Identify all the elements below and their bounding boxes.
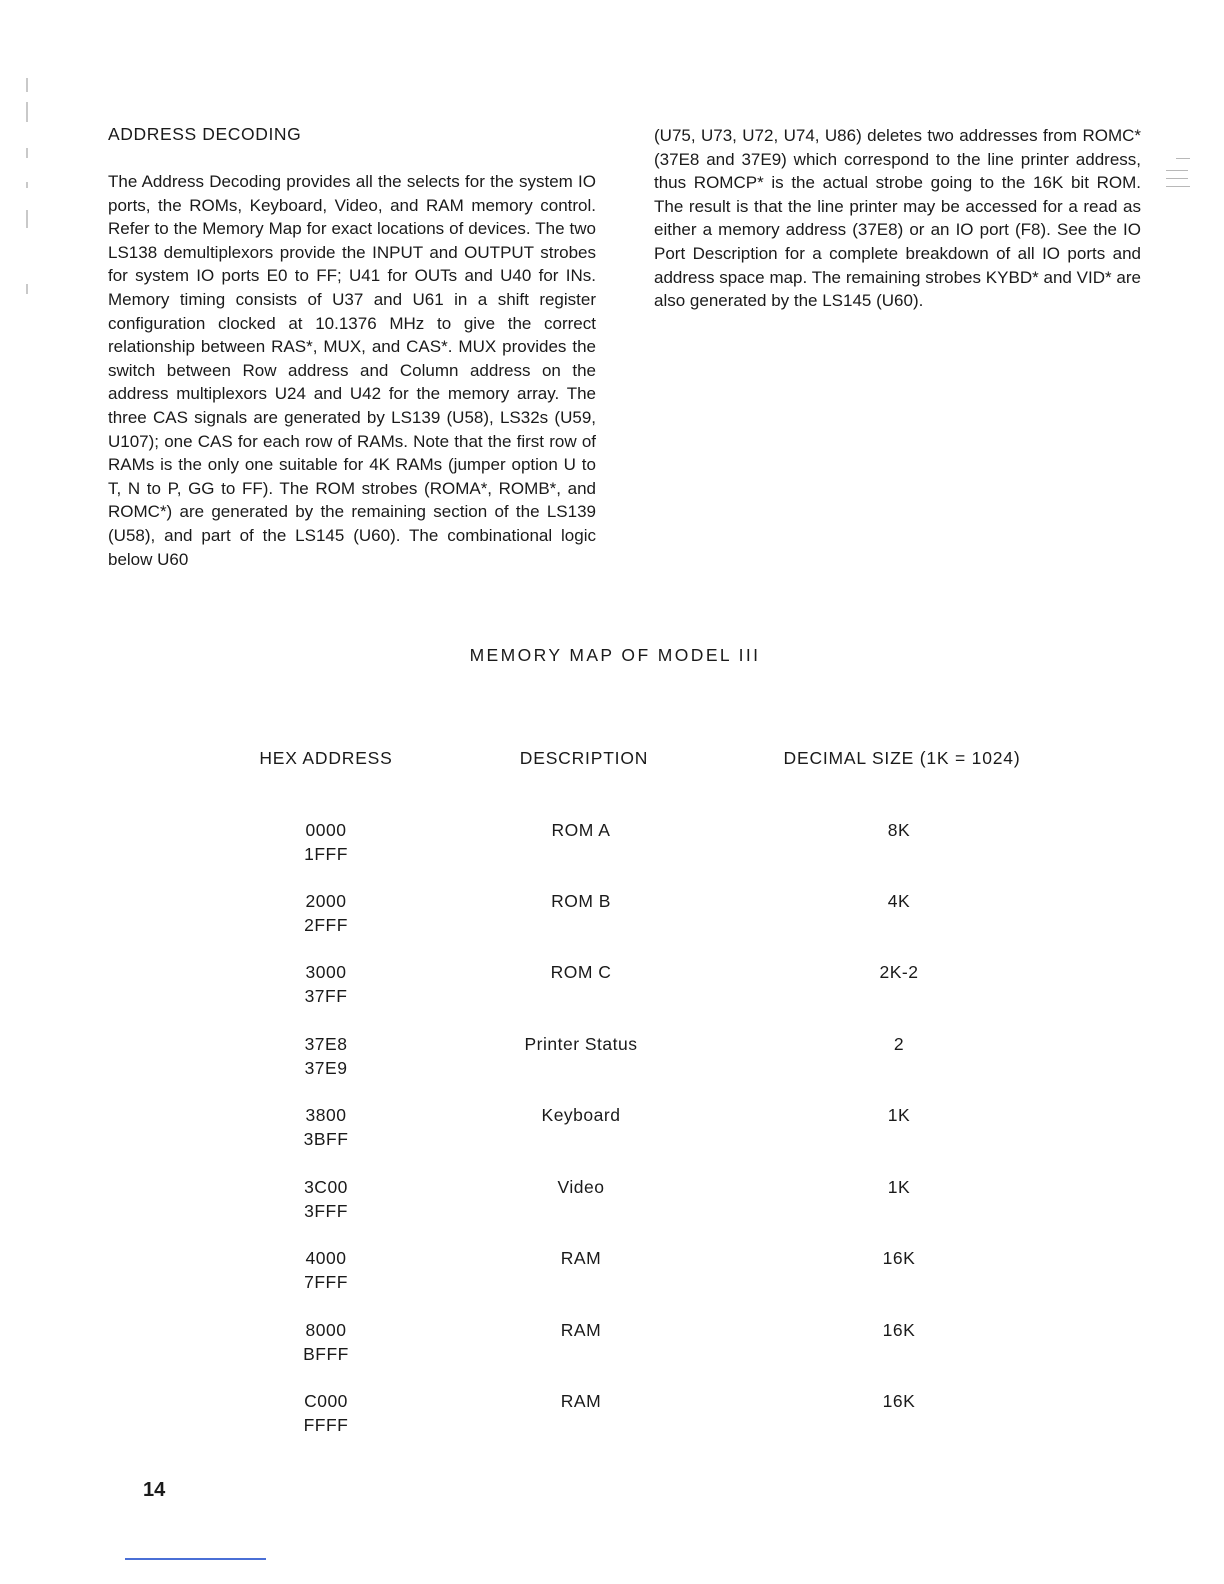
- column-header-description: DESCRIPTION: [519, 748, 649, 768]
- hex-start: 8000: [305, 1320, 347, 1340]
- hex-end: 37FF: [304, 985, 348, 1006]
- description-cell: Printer Status: [524, 1034, 638, 1054]
- hex-address-cell: [226, 1104, 426, 1152]
- section-heading: ADDRESS DECODING: [108, 124, 302, 144]
- size-cell: 8K: [887, 820, 911, 840]
- table-row: [0, 1247, 1224, 1307]
- column-header-hex-address: HEX ADDRESS: [259, 748, 393, 768]
- table-row: [0, 1104, 1224, 1164]
- size-cell: 16K: [882, 1248, 916, 1268]
- left-margin-scan-marks: [20, 78, 34, 318]
- hex-address-cell: [226, 819, 426, 867]
- hex-start: 2000: [305, 891, 347, 911]
- size-cell: 2K-2: [879, 962, 919, 982]
- hex-start: 3C00: [304, 1177, 348, 1197]
- body-text-left-column: The Address Decoding provides all the selects for the system IO ports, the ROMs, Keyboard, Video, and RAM memory control. Refer to the Memory Map for exact locations of devices. The two LS138 demultiplexors provide the INPUT and OUTPUT strobes for system IO ports E0 to FF; U41 for OUTs and U40 for INs. Memory timing consists of U37 and U61 in a shift register configuration clocked at 10.1376 MHz to give the correct relationship between RAS*, MUX, and CAS*. MUX provides the switch between Row address and Column address on the address multiplexors U24 and U42 for the memory array. The three CAS signals are generated by LS139 (U58), LS32s (U59, U107); one CAS for each row of RAMs. Note that the first row of RAMs is the only one suitable for 4K RAMs (jumper option U to T, N to P, GG to FF). The ROM strobes (ROMA*, ROMB*, and ROMC*) are generated by the remaining section of the LS139 (U58), and part of the LS145 (U60). The combinational logic below U60: [108, 172, 596, 569]
- table-row: [0, 1176, 1224, 1236]
- table-row: [0, 890, 1224, 950]
- hex-end: BFFF: [303, 1343, 349, 1364]
- hex-end: 3FFF: [304, 1200, 348, 1221]
- hex-end: 2FFF: [304, 914, 348, 935]
- hex-address-cell: [226, 1390, 426, 1438]
- table-row: [0, 819, 1224, 879]
- memory-map-title: MEMORY MAP OF MODEL III: [469, 645, 761, 665]
- description-cell: RAM: [560, 1248, 602, 1268]
- hex-end: 7FFF: [304, 1271, 348, 1292]
- description-cell: Video: [557, 1177, 605, 1197]
- size-cell: 4K: [887, 891, 911, 911]
- description-cell: RAM: [560, 1391, 602, 1411]
- hex-address-cell: [226, 1176, 426, 1224]
- table-row: [0, 1033, 1224, 1093]
- hex-start: 0000: [305, 820, 347, 840]
- description-cell: RAM: [560, 1320, 602, 1340]
- hex-address-cell: [226, 961, 426, 1009]
- hex-end: FFFF: [303, 1414, 349, 1435]
- description-cell: ROM A: [551, 820, 611, 840]
- description-cell: Keyboard: [541, 1105, 621, 1125]
- hex-address-cell: [226, 1247, 426, 1295]
- bottom-rule: [125, 1558, 266, 1560]
- size-cell: 1K: [887, 1177, 911, 1197]
- page-number: 14: [143, 1479, 166, 1501]
- description-cell: ROM C: [550, 962, 612, 982]
- hex-end: 1FFF: [304, 843, 348, 864]
- body-text-right-column: (U75, U73, U72, U74, U86) deletes two addresses from ROMC* (37E8 and 37E9) which correspond to the line printer address, thus ROMCP* is the actual strobe going to the 16K bit ROM. The result is that the line printer may be accessed for a read as either a memory address (37E8) or an IO port (F8). See the IO Port Description for a complete breakdown of all IO ports and address space map. The remaining strobes KYBD* and VID* are also generated by the LS145 (U60).: [654, 126, 1141, 311]
- table-row: [0, 961, 1224, 1021]
- hex-start: C000: [304, 1391, 348, 1411]
- hex-address-cell: [226, 1319, 426, 1367]
- table-row: [0, 1319, 1224, 1379]
- hex-address-cell: [226, 890, 426, 938]
- hex-end: 3BFF: [303, 1128, 349, 1149]
- right-margin-scan-marks: [1162, 150, 1192, 200]
- hex-start: 3800: [305, 1105, 347, 1125]
- hex-start: 3000: [305, 962, 347, 982]
- column-header-decimal-size: DECIMAL SIZE (1K = 1024): [783, 748, 1021, 768]
- description-cell: ROM B: [551, 891, 611, 911]
- hex-start: 4000: [305, 1248, 347, 1268]
- table-row: [0, 1390, 1224, 1450]
- hex-address-cell: [226, 1033, 426, 1081]
- hex-end: 37E9: [304, 1057, 348, 1078]
- size-cell: 1K: [887, 1105, 911, 1125]
- size-cell: 16K: [882, 1391, 916, 1411]
- size-cell: 16K: [882, 1320, 916, 1340]
- hex-start: 37E8: [304, 1034, 348, 1054]
- size-cell: 2: [893, 1034, 905, 1054]
